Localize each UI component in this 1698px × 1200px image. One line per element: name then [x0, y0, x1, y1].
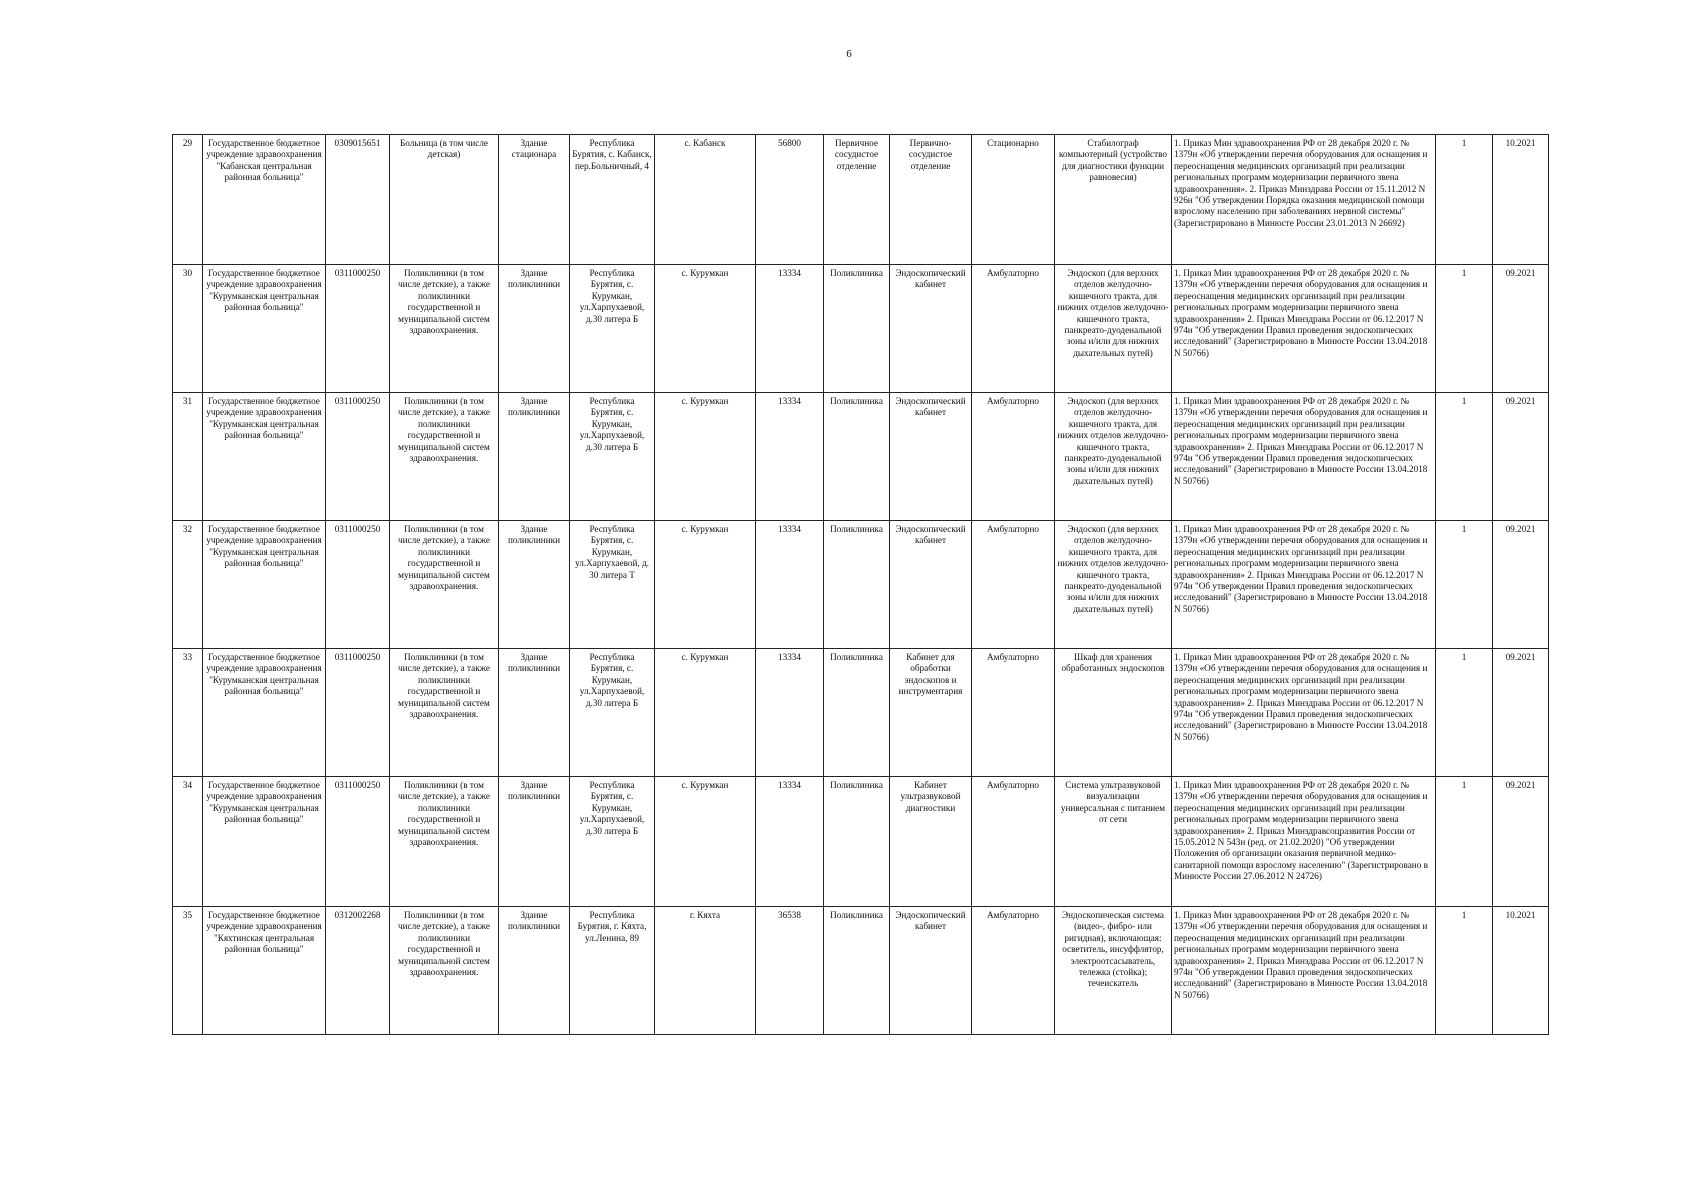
building-cell: Здание поликлиники [499, 393, 570, 521]
unit-cell: Поликлиника [824, 777, 890, 907]
facility-type-cell: Поликлиники (в том числе детские), а также поликлиники государственной и муниципальной систем здравоохранения. [390, 265, 499, 393]
quantity-cell: 1 [1436, 521, 1493, 649]
equipment-cell: Эндоскоп (для верхних отделов желудочно-кишечного тракта, для нижних отделов желудочно-кишечного тракта, панкреато-дуоденальной зоны и/или для нижних дыхательных путей) [1055, 393, 1172, 521]
address-cell: Республика Бурятия, с. Курумкан, ул.Харпухаевой, д.30 литера Б [570, 777, 655, 907]
inn-cell: 0311000250 [326, 777, 390, 907]
locality-cell: с. Курумкан [655, 777, 756, 907]
address-cell: Республика Бурятия, с. Кабанск, пер.Больничный, 4 [570, 135, 655, 265]
care-type-cell: Амбулаторно [972, 907, 1055, 1035]
population-cell: 13334 [756, 521, 824, 649]
building-cell: Здание поликлиники [499, 649, 570, 777]
date-cell: 09.2021 [1493, 521, 1549, 649]
department-cell: Эндоскопический кабинет [890, 907, 972, 1035]
building-cell: Здание поликлиники [499, 521, 570, 649]
page-number: 6 [846, 48, 852, 60]
table-row [173, 521, 1549, 649]
building-cell: Здание поликлиники [499, 907, 570, 1035]
inn-cell: 0311000250 [326, 393, 390, 521]
population-cell: 36538 [756, 907, 824, 1035]
population-cell: 13334 [756, 649, 824, 777]
population-cell: 13334 [756, 393, 824, 521]
facility-type-cell: Больница (в том числе детская) [390, 135, 499, 265]
facility-type-cell: Поликлиники (в том числе детские), а также поликлиники государственной и муниципальной систем здравоохранения. [390, 907, 499, 1035]
organization-cell: Государственное бюджетное учреждение здравоохранения "Курумканская центральная районная больница" [203, 265, 326, 393]
inn-cell: 0311000250 [326, 265, 390, 393]
facility-type-cell: Поликлиники (в том числе детские), а также поликлиники государственной и муниципальной систем здравоохранения. [390, 393, 499, 521]
inn-cell: 0309015651 [326, 135, 390, 265]
organization-cell: Государственное бюджетное учреждение здравоохранения "Курумканская центральная районная больница" [203, 777, 326, 907]
department-cell: Первично-сосудистое отделение [890, 135, 972, 265]
locality-cell: с. Курумкан [655, 393, 756, 521]
care-type-cell: Стационарно [972, 135, 1055, 265]
care-type-cell: Амбулаторно [972, 521, 1055, 649]
row-number: 35 [173, 907, 203, 1035]
unit-cell: Первичное сосудистое отделение [824, 135, 890, 265]
department-cell: Кабинет для обработки эндоскопов и инструментария [890, 649, 972, 777]
quantity-cell: 1 [1436, 265, 1493, 393]
unit-cell: Поликлиника [824, 907, 890, 1035]
equipment-table [172, 134, 1549, 1035]
equipment-cell: Эндоскоп (для верхних отделов желудочно-кишечного тракта, для нижних отделов желудочно-кишечного тракта, панкреато-дуоденальной зоны и/или для нижних дыхательных путей) [1055, 521, 1172, 649]
address-cell: Республика Бурятия, с. Курумкан, ул.Харпухаевой, д.30 литера Б [570, 393, 655, 521]
row-number: 32 [173, 521, 203, 649]
equipment-cell: Система ультразвуковой визуализации универсальная с питанием от сети [1055, 777, 1172, 907]
care-type-cell: Амбулаторно [972, 649, 1055, 777]
date-cell: 09.2021 [1493, 265, 1549, 393]
department-cell: Эндоскопический кабинет [890, 393, 972, 521]
legal-basis-cell: 1. Приказ Мин здравоохранения РФ от 28 декабря 2020 г. № 1379н «Об утверждении перечня оборудования для оснащения и переоснащения медицинских организаций при реализации региональных программ модернизации первичного звена здравоохранения» 2. Приказ Минздрава России от 06.12.2017 N 974н "Об утверждении Правил проведения эндоскопических исследований" (Зарегистрировано в Минюсте России 13.04.2018 N 50766) [1172, 393, 1436, 521]
address-cell: Республика Бурятия, с. Курумкан, ул.Харпухаевой, д.30 литера Б [570, 649, 655, 777]
locality-cell: с. Курумкан [655, 265, 756, 393]
quantity-cell: 1 [1436, 649, 1493, 777]
organization-cell: Государственное бюджетное учреждение здравоохранения "Курумканская центральная районная больница" [203, 649, 326, 777]
address-cell: Республика Бурятия, с. Курумкан, ул.Харпухаевой, д. 30 литера Т [570, 521, 655, 649]
organization-cell: Государственное бюджетное учреждение здравоохранения "Кяхтинская центральная районная больница" [203, 907, 326, 1035]
row-number: 30 [173, 265, 203, 393]
unit-cell: Поликлиника [824, 521, 890, 649]
care-type-cell: Амбулаторно [972, 393, 1055, 521]
locality-cell: с. Курумкан [655, 649, 756, 777]
locality-cell: с. Курумкан [655, 521, 756, 649]
legal-basis-cell: 1. Приказ Мин здравоохранения РФ от 28 декабря 2020 г. № 1379н «Об утверждении перечня оборудования для оснащения и переоснащения медицинских организаций при реализации региональных программ модернизации первичного звена здравоохранения» 2. Приказ Минздрава России от 06.12.2017 N 974н "Об утверждении Правил проведения эндоскопических исследований" (Зарегистрировано в Минюсте России 13.04.2018 N 50766) [1172, 265, 1436, 393]
address-cell: Республика Бурятия, г. Кяхта, ул.Ленина, 89 [570, 907, 655, 1035]
date-cell: 09.2021 [1493, 777, 1549, 907]
organization-cell: Государственное бюджетное учреждение здравоохранения "Курумканская центральная районная больница" [203, 521, 326, 649]
locality-cell: г. Кяхта [655, 907, 756, 1035]
population-cell: 13334 [756, 777, 824, 907]
legal-basis-cell: 1. Приказ Мин здравоохранения РФ от 28 декабря 2020 г. № 1379н «Об утверждении перечня оборудования для оснащения и переоснащения медицинских организаций при реализации региональных программ модернизации первичного звена здравоохранения». 2. Приказ Минздрава России от 15.11.2012 N 926н "Об утверждении Порядка оказания медицинской помощи взрослому населению при заболеваниях нервной системы" (Зарегистрировано в Минюсте России 23.01.2013 N 26692) [1172, 135, 1436, 265]
unit-cell: Поликлиника [824, 393, 890, 521]
row-number: 31 [173, 393, 203, 521]
unit-cell: Поликлиника [824, 649, 890, 777]
inn-cell: 0312002268 [326, 907, 390, 1035]
table-row [173, 135, 1549, 265]
table-row [173, 393, 1549, 521]
row-number: 34 [173, 777, 203, 907]
row-number: 33 [173, 649, 203, 777]
department-cell: Эндоскопический кабинет [890, 265, 972, 393]
facility-type-cell: Поликлиники (в том числе детские), а также поликлиники государственной и муниципальной систем здравоохранения. [390, 777, 499, 907]
date-cell: 10.2021 [1493, 135, 1549, 265]
facility-type-cell: Поликлиники (в том числе детские), а также поликлиники государственной и муниципальной систем здравоохранения. [390, 521, 499, 649]
table-row [173, 907, 1549, 1035]
building-cell: Здание стационара [499, 135, 570, 265]
legal-basis-cell: 1. Приказ Мин здравоохранения РФ от 28 декабря 2020 г. № 1379н «Об утверждении перечня оборудования для оснащения и переоснащения медицинских организаций при реализации региональных программ модернизации первичного звена здравоохранения» 2. Приказ Минздрава России от 06.12.2017 N 974н "Об утверждении Правил проведения эндоскопических исследований" (Зарегистрировано в Минюсте России 13.04.2018 N 50766) [1172, 649, 1436, 777]
care-type-cell: Амбулаторно [972, 265, 1055, 393]
table-row [173, 649, 1549, 777]
date-cell: 09.2021 [1493, 649, 1549, 777]
legal-basis-cell: 1. Приказ Мин здравоохранения РФ от 28 декабря 2020 г. № 1379н «Об утверждении перечня оборудования для оснащения и переоснащения медицинских организаций при реализации региональных программ модернизации первичного звена здравоохранения» 2. Приказ Минздрава России от 06.12.2017 N 974н "Об утверждении Правил проведения эндоскопических исследований" (Зарегистрировано в Минюсте России 13.04.2018 N 50766) [1172, 907, 1436, 1035]
legal-basis-cell: 1. Приказ Мин здравоохранения РФ от 28 декабря 2020 г. № 1379н «Об утверждении перечня оборудования для оснащения и переоснащения медицинских организаций при реализации региональных программ модернизации первичного звена здравоохранения» 2. Приказ Минздрава России от 06.12.2017 N 974н "Об утверждении Правил проведения эндоскопических исследований" (Зарегистрировано в Минюсте России 13.04.2018 N 50766) [1172, 521, 1436, 649]
equipment-cell: Эндоскоп (для верхних отделов желудочно-кишечного тракта, для нижних отделов желудочно-кишечного тракта, панкреато-дуоденальной зоны и/или для нижних дыхательных путей) [1055, 265, 1172, 393]
facility-type-cell: Поликлиники (в том числе детские), а также поликлиники государственной и муниципальной систем здравоохранения. [390, 649, 499, 777]
date-cell: 10.2021 [1493, 907, 1549, 1035]
table-row [173, 265, 1549, 393]
population-cell: 56800 [756, 135, 824, 265]
quantity-cell: 1 [1436, 135, 1493, 265]
department-cell: Эндоскопический кабинет [890, 521, 972, 649]
quantity-cell: 1 [1436, 907, 1493, 1035]
locality-cell: с. Кабанск [655, 135, 756, 265]
date-cell: 09.2021 [1493, 393, 1549, 521]
care-type-cell: Амбулаторно [972, 777, 1055, 907]
population-cell: 13334 [756, 265, 824, 393]
building-cell: Здание поликлиники [499, 777, 570, 907]
equipment-cell: Эндоскопическая система (видео-, фибро- или ригидная), включающая: осветитель, инсуффлятор, электроотсасыватель, тележка (стойка); течеискатель [1055, 907, 1172, 1035]
equipment-cell: Стабилограф компьютерный (устройство для диагностики функции равновесия) [1055, 135, 1172, 265]
quantity-cell: 1 [1436, 777, 1493, 907]
inn-cell: 0311000250 [326, 649, 390, 777]
row-number: 29 [173, 135, 203, 265]
table-row [173, 777, 1549, 907]
organization-cell: Государственное бюджетное учреждение здравоохранения "Курумканская центральная районная больница" [203, 393, 326, 521]
inn-cell: 0311000250 [326, 521, 390, 649]
organization-cell: Государственное бюджетное учреждение здравоохранения "Кабанская центральная районная больница" [203, 135, 326, 265]
quantity-cell: 1 [1436, 393, 1493, 521]
unit-cell: Поликлиника [824, 265, 890, 393]
building-cell: Здание поликлиники [499, 265, 570, 393]
equipment-cell: Шкаф для хранения обработанных эндоскопов [1055, 649, 1172, 777]
address-cell: Республика Бурятия, с. Курумкан, ул.Харпухаевой, д.30 литера Б [570, 265, 655, 393]
legal-basis-cell: 1. Приказ Мин здравоохранения РФ от 28 декабря 2020 г. № 1379н «Об утверждении перечня оборудования для оснащения и переоснащения медицинских организаций при реализации региональных программ модернизации первичного звена здравоохранения» 2. Приказ Минздравсоцразвития России от 15.05.2012 N 543н (ред. от 21.02.2020) "Об утверждении Положения об организации оказания первичной медико-санитарной помощи взрослому населению" (Зарегистрировано в Минюсте России 27.06.2012 N 24726) [1172, 777, 1436, 907]
department-cell: Кабинет ультразвуковой диагностики [890, 777, 972, 907]
